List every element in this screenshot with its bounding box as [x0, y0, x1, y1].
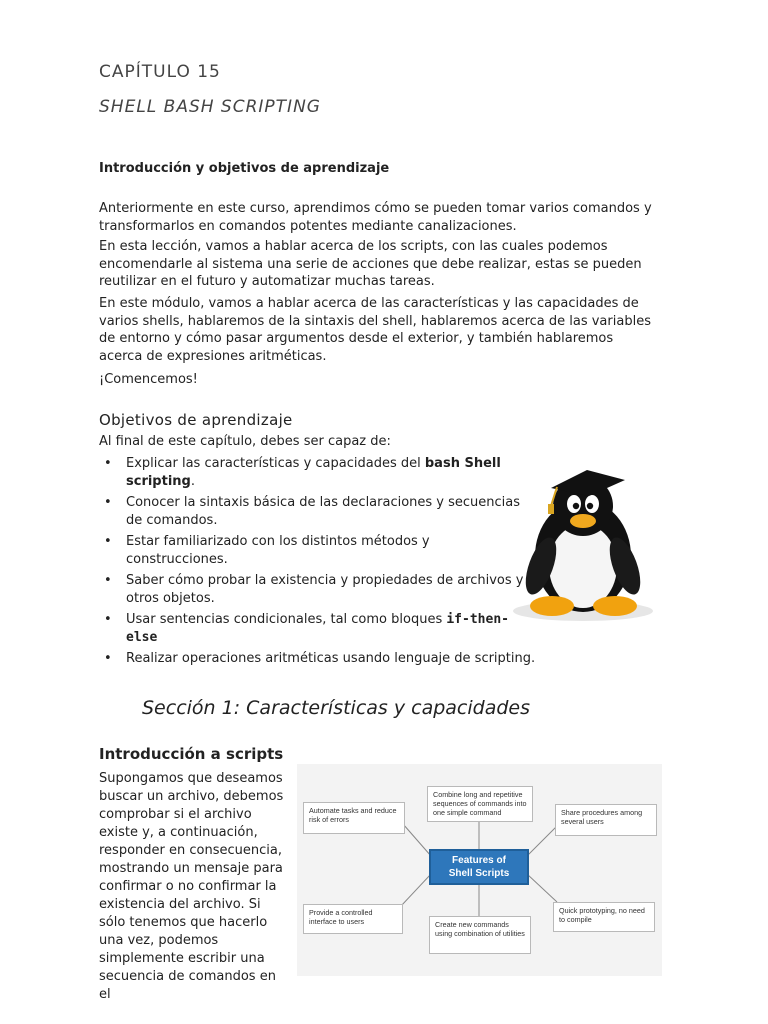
intro-paragraph-3: En este módulo, vamos a hablar acerca de las características y las capacidades de varios shells, hablaremos de la sintaxis del shell, hablaremos acerca de las variables de entorno y cómo pasar argumentos desde el exterior, y también hablaremos acerca de expresiones aritméticas.	[99, 296, 651, 364]
objective-item: • Conocer la sintaxis básica de las declaraciones y secuencias de comandos.	[104, 495, 521, 528]
scripts-heading: Introducción a scripts	[99, 745, 284, 763]
features-diagram	[297, 764, 662, 976]
intro-paragraph-4: ¡Comencemos!	[99, 372, 198, 387]
feature-box-prototyping: Quick prototyping, no need to compile	[553, 902, 655, 932]
objective-item: • Usar sentencias condicionales, tal como bloques if-then-else	[104, 612, 509, 645]
feature-box-automate: Automate tasks and reduce risk of errors	[303, 802, 405, 834]
objective-item: • Estar familiarizado con los distintos métodos y construcciones.	[104, 534, 430, 567]
feature-box-share: Share procedures among several users	[555, 804, 657, 836]
objective-item: • Saber cómo probar la existencia y propiedades de archivos y otros objetos.	[104, 573, 524, 606]
objective-item: • Realizar operaciones aritméticas usando lenguaje de scripting.	[104, 651, 536, 666]
intro-paragraph-1: Anteriormente en este curso, aprendimos cómo se pueden tomar varios comandos y transformarlos en comandos potentes mediante canalizaciones.	[99, 201, 652, 234]
objectives-intro: Al final de este capítulo, debes ser capaz de:	[99, 434, 391, 449]
intro-paragraph-2: En esta lección, vamos a hablar acerca de los scripts, con las cuales podemos encomendarle al sistema una serie de acciones que debe realizar, estas se pueden reutilizar en el futuro y automatizar muchas tareas.	[99, 239, 642, 289]
feature-center-box: Features of Shell Scripts	[429, 849, 529, 885]
section-title: Sección 1: Características y capacidades	[142, 697, 531, 719]
objective-item: • Explicar las características y capacidades del bash Shell scripting.	[104, 456, 501, 489]
feature-box-commands: Create new commands using combination of utilities	[429, 916, 531, 954]
objectives-list	[104, 455, 536, 672]
chapter-number: CAPÍTULO 15	[99, 62, 221, 82]
objectives-heading: Objetivos de aprendizaje	[99, 411, 293, 429]
chapter-title: SHELL BASH SCRIPTING	[99, 97, 321, 117]
tux-graduate-illustration	[497, 456, 663, 626]
intro-heading: Introducción y objetivos de aprendizaje	[99, 161, 390, 176]
feature-box-combine: Combine long and repetitive sequences of commands into one simple command	[427, 786, 533, 822]
scripts-paragraph: Supongamos que deseamos buscar un archivo, debemos comprobar si el archivo existe y, a continuación, responder en consecuencia, mostrando un mensaje para confirmar o no confirmar la existencia del archivo. Si sólo tenemos que hacerlo una vez, podemos simplemente escribir una secuencia de comandos en el	[99, 771, 284, 1002]
feature-box-interface: Provide a controlled interface to users	[303, 904, 403, 934]
